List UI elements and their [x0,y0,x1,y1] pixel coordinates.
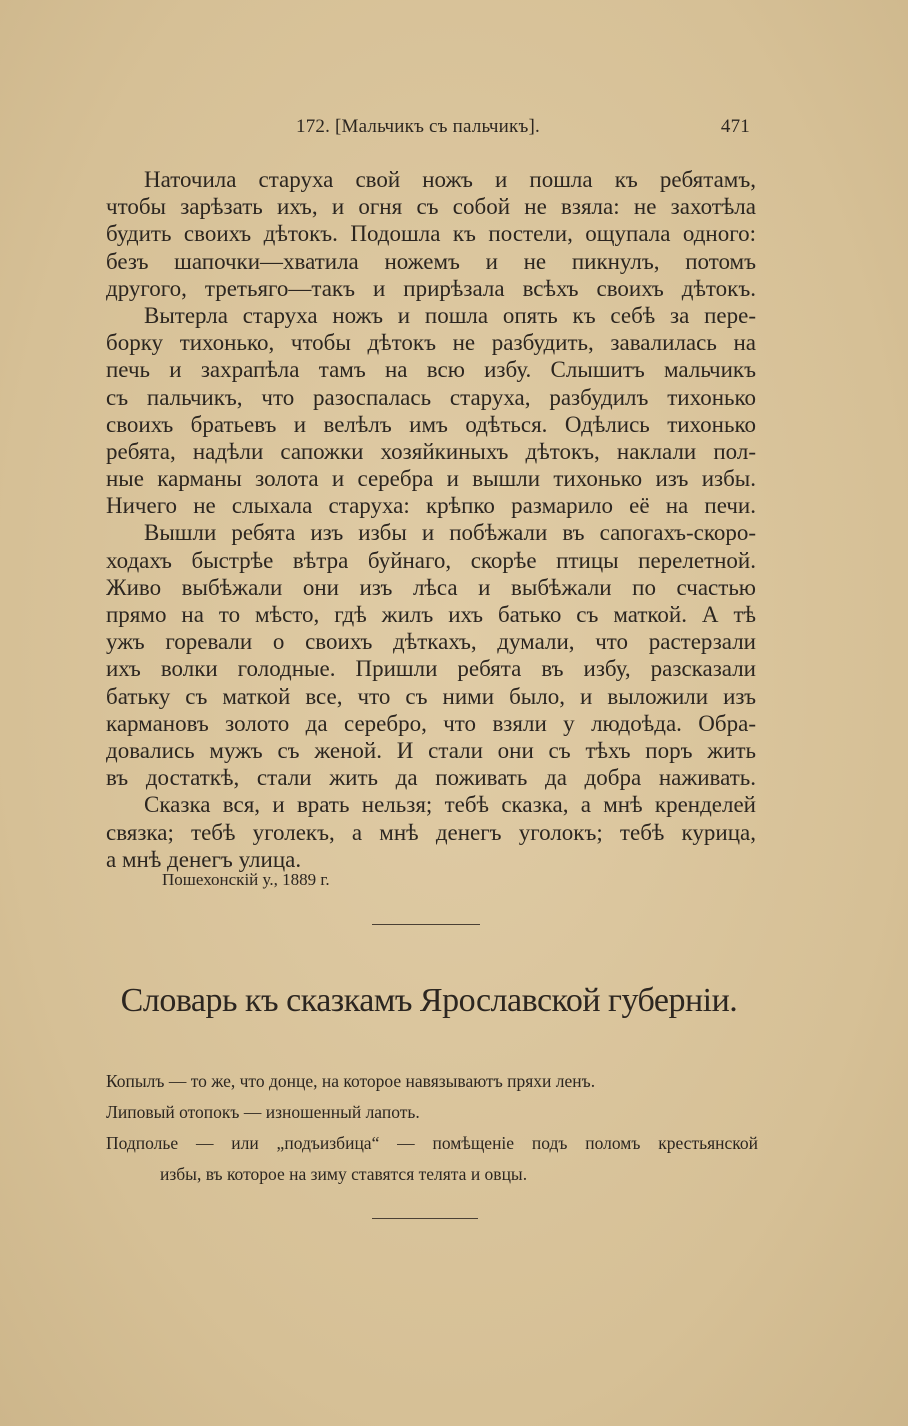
divider-rule [372,924,480,925]
glossary-entry-continuation: избы, въ которое на зиму ставятся телята и овцы. [160,1164,528,1184]
glossary-entry: Копылъ — то же, что донце, на которое навязываютъ пряхи ленъ. [106,1071,596,1091]
text-line: Сказка вся, и врать нельзя; тебѣ сказка, а мнѣ кренделей [144,792,756,818]
text-line: связка; тебѣ уголекъ, а мнѣ денегъ уголокъ; тебѣ курица, [106,819,756,845]
tale-text [106,166,756,873]
text-line: печь и захрапѣла тамъ на всю избу. Слышитъ мальчикъ [106,357,756,383]
page-number: 471 [720,116,750,137]
text-line: съ пальчикъ, что разоспалась старуха, разбудилъ тихонько [106,384,756,410]
text-line: довались мужъ съ женой. И стали они съ тѣхъ поръ жить [106,737,756,763]
text-line: своихъ братьевъ и велѣлъ имъ одѣться. Одѣлись тихонько [106,411,756,437]
source-note: Пошехонскій у., 1889 г. [162,870,330,889]
glossary-entry: Подполье — или „подъизбица“ — помѣщеніе подъ поломъ крестьянской [106,1133,758,1153]
text-line: въ достаткѣ, стали жить да поживать да добра наживать. [106,765,756,791]
text-line: ные карманы золота и серебра и вышли тихонько изъ избы. [106,466,756,492]
glossary-list [106,1066,758,1190]
glossary-heading: Словарь къ сказкамъ Ярославской губерніи. [120,982,738,1019]
text-line: другого, третьяго—такъ и прирѣзала всѣхъ своихъ дѣтокъ. [106,275,756,301]
text-line: ихъ волки голодные. Пришли ребята въ избу, разсказали [106,656,756,682]
text-line: безъ шапочки—хватила ножемъ и не пикнулъ, потомъ [106,248,756,274]
text-line: Вытерла старуха ножъ и пошла опять къ себѣ за пере- [144,302,756,328]
text-line: Живо выбѣжали они изъ лѣса и выбѣжали по счастью [106,574,756,600]
running-head-title: 172. [Мальчикъ съ пальчикъ]. [296,116,540,137]
text-line: ужъ горевали о своихъ дѣткахъ, думали, что растерзали [106,629,756,655]
text-line: ребята, надѣли сапожки хозяйкиныхъ дѣтокъ, наклали пол- [106,438,756,464]
divider-rule [372,1218,478,1219]
text-line: Наточила старуха свой ножъ и пошла къ ребятамъ, [144,167,756,192]
text-line: ходахъ быстрѣе вѣтра буйнаго, скорѣе птицы перелетной. [106,547,756,573]
text-line: батьку съ маткой все, что съ ними было, и выложили изъ [106,683,756,709]
text-line: чтобы зарѣзать ихъ, и огня съ собой не взяла: не захотѣла [106,194,756,220]
running-head [296,116,750,144]
text-line: а мнѣ денегъ улица. [106,846,302,872]
glossary-entry: Липовый отопокъ — изношенный лапоть. [106,1102,420,1122]
text-line: Вышли ребята изъ избы и побѣжали въ сапогахъ-скоро- [144,520,756,546]
text-line: борку тихонько, чтобы дѣтокъ не разбудить, завалилась на [106,330,756,356]
text-line: прямо на то мѣсто, гдѣ жилъ ихъ батько съ маткой. А тѣ [106,602,756,627]
text-line: будить своихъ дѣтокъ. Подошла къ постели, ощупала одного: [106,221,756,247]
text-line: кармановъ золото да серебро, что взяли у людоѣда. Обра- [106,710,756,736]
text-line: Ничего не слыхала старуха: крѣпко размарило её на печи. [106,493,756,519]
